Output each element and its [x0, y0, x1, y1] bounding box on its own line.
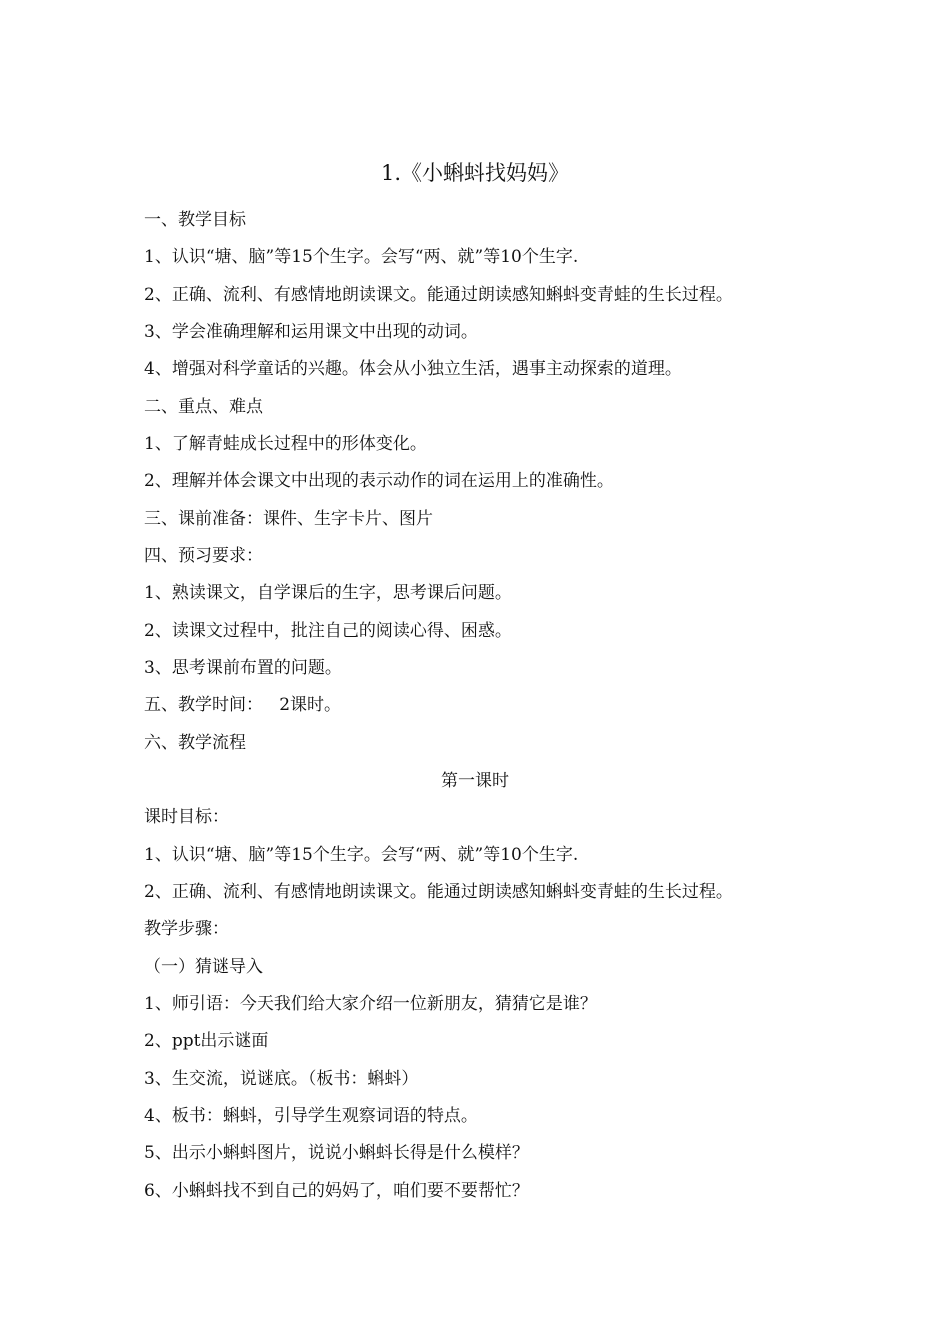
text-line: 2、ppt出示谜面 [144, 1031, 269, 1051]
text-line: 3、思考课前布置的问题。 [144, 658, 342, 678]
text-line: 课时目标： [144, 807, 229, 827]
text-line: 1、认识“塘、脑”等15个生字。会写“两、就”等10个生字. [144, 845, 579, 865]
text-line: 2、正确、流利、有感情地朗读课文。能通过朗读感知蝌蚪变青蛙的生长过程。 [144, 285, 733, 305]
text-line: 4、板书：蝌蚪，引导学生观察词语的特点。 [144, 1106, 478, 1126]
section-heading: 二、重点、难点 [144, 397, 263, 417]
text-line: 3、生交流，说谜底。（板书：蝌蚪） [144, 1069, 419, 1089]
text-line: 1、熟读课文，自学课后的生字，思考课后问题。 [144, 583, 512, 603]
text-line: 1、了解青蛙成长过程中的形体变化。 [144, 434, 427, 454]
document-title: 1.《小蝌蚪找妈妈》 [380, 161, 570, 185]
lesson-heading: 第一课时 [441, 771, 509, 791]
text-line: （一）猜谜导入 [144, 957, 263, 977]
text-line: 4、增强对科学童话的兴趣。体会从小独立生活，遇事主动探索的道理。 [144, 359, 682, 379]
section-heading: 五、教学时间： 2课时。 [144, 695, 342, 715]
section-heading: 三、课前准备：课件、生字卡片、图片 [144, 509, 433, 529]
text-line: 1、师引语：今天我们给大家介绍一位新朋友，猜猜它是谁？ [144, 994, 597, 1014]
text-line: 2、正确、流利、有感情地朗读课文。能通过朗读感知蝌蚪变青蛙的生长过程。 [144, 882, 733, 902]
text-line: 5、出示小蝌蚪图片，说说小蝌蚪长得是什么模样？ [144, 1143, 529, 1163]
section-heading: 一、教学目标 [144, 210, 246, 230]
text-line: 2、理解并体会课文中出现的表示动作的词在运用上的准确性。 [144, 471, 614, 491]
text-line: 2、读课文过程中，批注自己的阅读心得、困惑。 [144, 621, 512, 641]
text-line: 教学步骤： [144, 919, 229, 939]
text-line: 1、认识“塘、脑”等15个生字。会写“两、就”等10个生字. [144, 247, 579, 267]
section-heading: 六、教学流程 [144, 733, 246, 753]
section-heading: 四、预习要求： [144, 546, 263, 566]
text-line: 6、小蝌蚪找不到自己的妈妈了，咱们要不要帮忙？ [144, 1181, 529, 1201]
text-line: 3、学会准确理解和运用课文中出现的动词。 [144, 322, 478, 342]
